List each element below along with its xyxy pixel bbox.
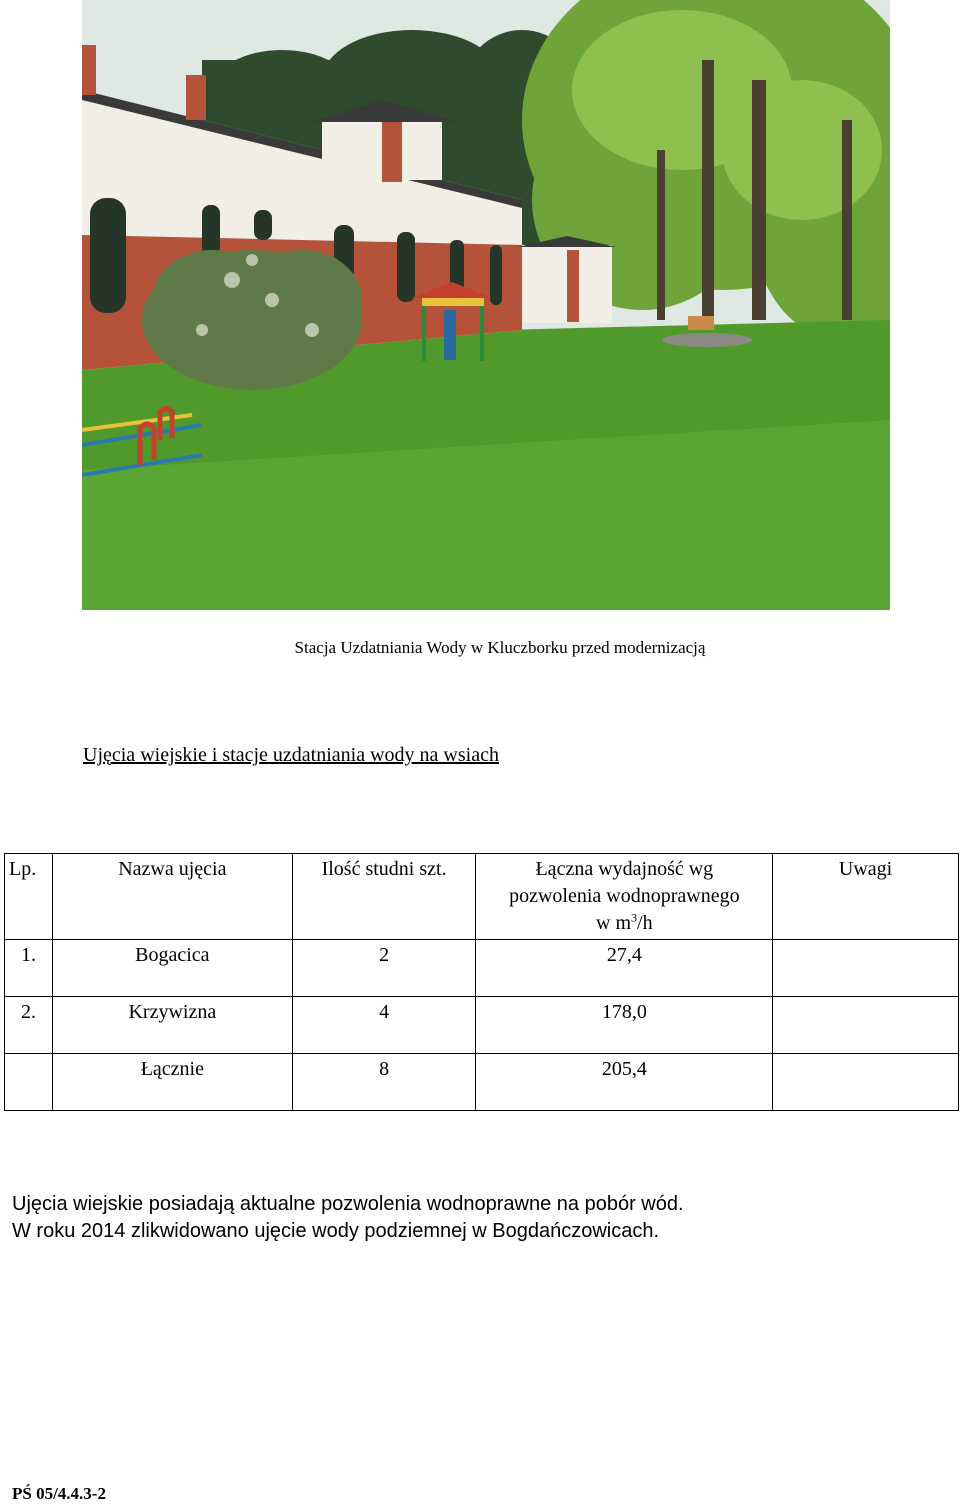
header-yield-line3-pre: w m bbox=[596, 912, 632, 934]
row-lp: 2. bbox=[5, 997, 53, 1054]
total-yield: 205,4 bbox=[476, 1054, 773, 1111]
table-total-row bbox=[5, 1054, 959, 1111]
body-paragraph bbox=[12, 1191, 684, 1245]
row-count: 4 bbox=[292, 997, 476, 1054]
header-notes: Uwagi bbox=[773, 854, 959, 940]
wells-table bbox=[4, 853, 959, 1111]
total-notes bbox=[773, 1054, 959, 1111]
header-name: Nazwa ujęcia bbox=[52, 854, 292, 940]
table-row bbox=[5, 940, 959, 997]
header-yield-unit-exponent: 3 bbox=[631, 910, 638, 925]
paragraph-line: W roku 2014 zlikwidowano ujęcie wody podziemnej w Bogdańczowicach. bbox=[12, 1220, 660, 1242]
section-title: Ujęcia wiejskie i stacje uzdatniania wody na wsiach bbox=[83, 744, 499, 766]
header-yield-line2: pozwolenia wodnoprawnego bbox=[509, 885, 740, 907]
row-yield: 178,0 bbox=[476, 997, 773, 1054]
row-count: 2 bbox=[292, 940, 476, 997]
row-yield: 27,4 bbox=[476, 940, 773, 997]
header-yield bbox=[476, 854, 773, 940]
header-yield-line1: Łączna wydajność wg bbox=[535, 858, 714, 880]
header-yield-line3-post: /h bbox=[637, 912, 653, 934]
table-row bbox=[5, 997, 959, 1054]
table-header-row bbox=[5, 854, 959, 940]
row-name: Krzywizna bbox=[52, 997, 292, 1054]
total-lp bbox=[5, 1054, 53, 1111]
row-name: Bogacica bbox=[52, 940, 292, 997]
photo-caption: Stacja Uzdatniania Wody w Kluczborku przed modernizacją bbox=[294, 638, 706, 657]
total-count: 8 bbox=[292, 1054, 476, 1111]
paragraph-line: Ujęcia wiejskie posiadają aktualne pozwolenia wodnoprawne na pobór wód. bbox=[12, 1193, 684, 1215]
row-notes bbox=[773, 997, 959, 1054]
header-count: Ilość studni szt. bbox=[292, 854, 476, 940]
page-footer-code: PŚ 05/4.4.3-2 bbox=[12, 1484, 106, 1503]
row-notes bbox=[773, 940, 959, 997]
water-station-photo bbox=[82, 0, 890, 610]
row-lp: 1. bbox=[5, 940, 53, 997]
total-name: Łącznie bbox=[52, 1054, 292, 1111]
header-lp: Lp. bbox=[5, 854, 53, 940]
